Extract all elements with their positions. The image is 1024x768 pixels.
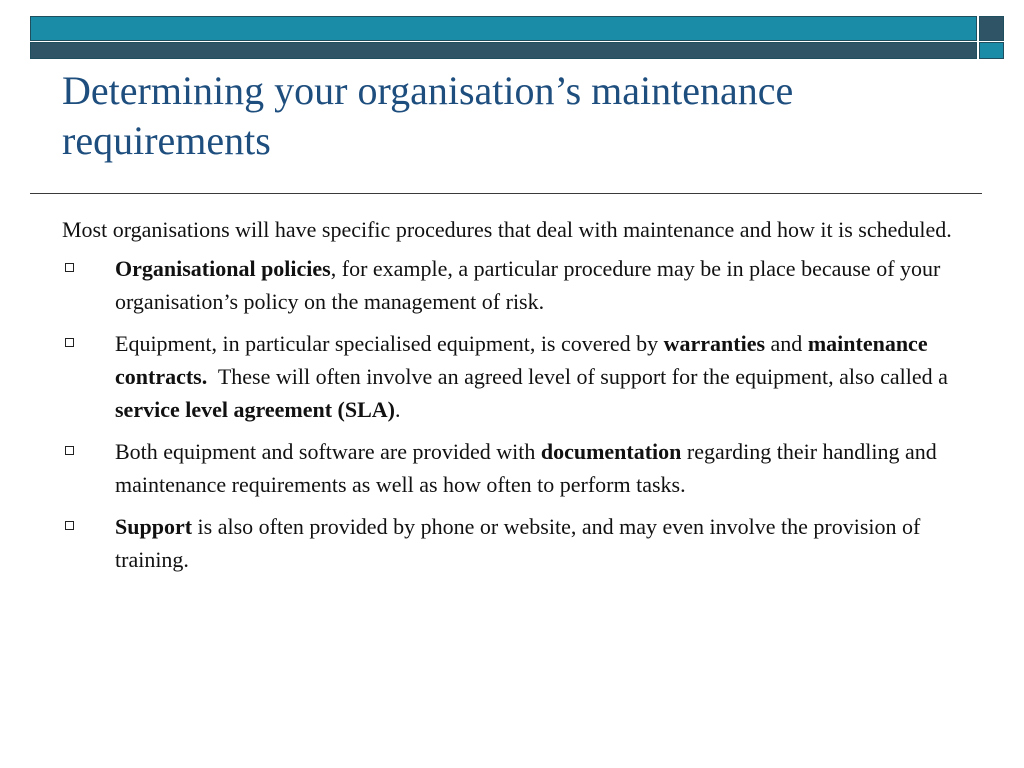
- term-organisational-policies: Organisational policies: [115, 256, 331, 281]
- header-corner-block-bottom: [979, 42, 1004, 59]
- term-sla: service level agreement (SLA): [115, 397, 395, 422]
- bullet-text: Both equipment and software are provided with: [115, 439, 541, 464]
- title-divider: [30, 193, 982, 194]
- header-corner-block-top: [979, 16, 1004, 41]
- bullet-text: Equipment, in particular specialised equipment, is covered by: [115, 331, 664, 356]
- slide-title: Determining your organisation’s maintenance requirements: [62, 68, 794, 163]
- bullet-list: [62, 252, 972, 576]
- intro-paragraph: Most organisations will have specific procedures that deal with maintenance and how it is scheduled.: [62, 217, 952, 242]
- header-bar-bottom: [30, 42, 977, 59]
- bullet-text: is also often provided by phone or website, and may even involve the provision of training.: [115, 514, 921, 572]
- header-bar-top: [30, 16, 977, 41]
- bullet-text: regarding their handling and maintenance requirements as well as how often to perform tasks.: [115, 439, 937, 497]
- bullet-item-policies: [62, 252, 972, 318]
- bullet-item-support: [62, 510, 972, 576]
- term-documentation: documentation: [540, 439, 682, 464]
- bullet-text: , for example, a particular procedure may be in place because of your organisation’s policy on the management of risk.: [115, 256, 941, 314]
- term-maintenance-contracts: maintenance contracts.: [115, 331, 928, 389]
- bullet-text: These will often involve an agreed level of support for the equipment, also called a: [207, 364, 954, 389]
- term-warranties: warranties: [663, 331, 766, 356]
- hollow-square-bullet-icon: [65, 521, 74, 530]
- slide-body: [62, 213, 972, 585]
- term-support: Support: [115, 514, 193, 539]
- hollow-square-bullet-icon: [65, 446, 74, 455]
- hollow-square-bullet-icon: [65, 338, 74, 347]
- bullet-item-documentation: [62, 435, 972, 501]
- hollow-square-bullet-icon: [65, 263, 74, 272]
- bullet-item-equipment: [62, 327, 972, 426]
- bullet-text: and: [765, 331, 808, 356]
- bullet-text: .: [394, 397, 401, 422]
